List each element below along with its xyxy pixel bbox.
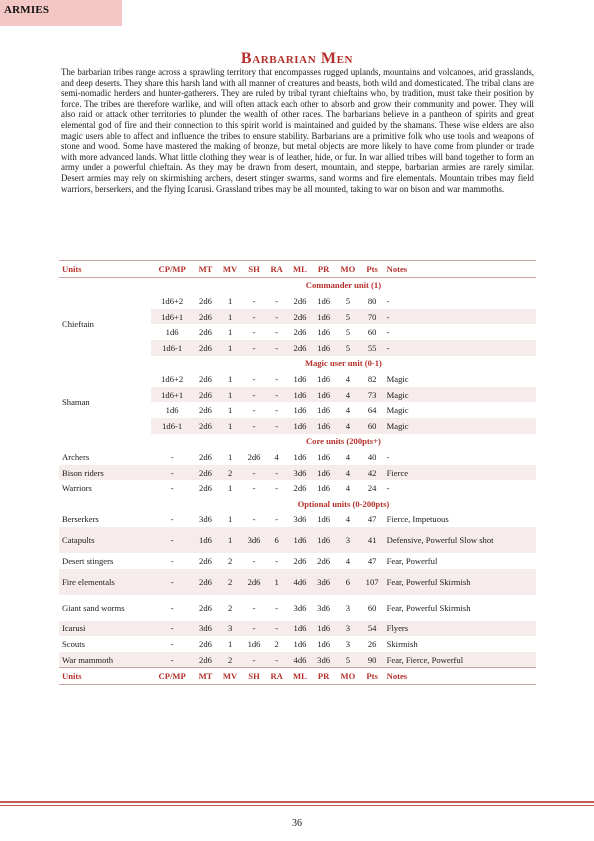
footer-rule [0,801,594,803]
notes-cell: - [384,309,536,325]
stat-cell: 1 [266,569,288,595]
notes-cell: Fierce, Impetuous [386,514,449,525]
table-row [59,371,536,387]
notes-cell: Defensive, Powerful Slow shot [384,527,536,553]
table-row [59,652,536,668]
stat-cell: - [151,465,193,481]
stat-cell: - [170,555,174,566]
stat-cell: 4 [345,451,350,462]
table-row [59,636,536,652]
stat-cell: 1d6 [312,418,335,434]
stat-cell: - [266,340,288,356]
stat-cell: 6 [266,527,288,553]
stat-cell: 2d6 [293,483,307,494]
stat-cell: - [252,483,256,494]
stat-cell: - [151,621,193,637]
stat-cell: - [151,569,193,595]
stat-cell: 1 [218,387,243,403]
section-heading: Core units (200pts+) [305,436,381,447]
notes-cell: Skirmish [386,639,418,650]
stat-cell: 1 [218,309,243,325]
section-heading-row [59,277,536,293]
stat-cell: - [243,465,266,481]
column-header: Units [59,668,151,685]
stat-cell: 1d6 [312,465,335,481]
stat-cell: 90 [361,652,384,668]
stat-cell: - [252,555,256,566]
stat-cell: 5 [335,652,361,668]
stat-cell: 2d6 [288,309,312,325]
stat-cell: 2d6 [193,465,217,481]
stat-cell: 5 [335,340,361,356]
column-header: Pts [361,261,384,278]
stat-cell: 2d6 [199,405,212,416]
stat-cell: 1d6 [288,418,312,434]
stat-cell: 2d6 [199,639,212,650]
unit-name: Archers [62,451,90,462]
stat-cell: 1d6 [312,340,335,356]
column-header: MV [218,668,243,685]
stat-cell: 2d6 [317,555,331,566]
stat-cell: - [275,514,279,525]
stat-cell: 1d6 [288,527,312,553]
stat-cell: 3 [345,639,350,650]
stat-cell: 54 [361,621,384,637]
stat-cell: 4 [335,418,361,434]
stat-cell: 47 [367,555,377,566]
stat-cell: 4 [335,465,361,481]
notes-cell: Magic [384,418,536,434]
stat-cell: 1d6 [312,621,335,637]
stat-cell: 2d6 [293,327,307,338]
stat-cell: - [252,602,256,613]
stat-cell: 3d6 [317,602,331,613]
notes-cell: - [386,327,390,338]
stat-cell: 5 [345,327,350,338]
stat-cell: 41 [361,527,384,553]
stat-cell: 4 [345,483,350,494]
column-header: MO [335,261,361,278]
stat-cell: 1d6+1 [151,309,193,325]
unit-name: Warriors [62,483,92,494]
stat-cell: - [170,639,174,650]
notes-cell: Magic [386,405,409,416]
stat-cell: 1d6+2 [161,295,184,306]
stat-cell: - [252,327,256,338]
column-header: Pts [361,668,384,685]
stat-cell: - [243,340,266,356]
stat-cell: 1d6 [165,327,179,338]
table-header-row [59,668,536,685]
stat-cell: 1d6 [247,639,261,650]
notes-cell: Fear, Powerful Skirmish [386,602,471,613]
stat-cell: 4 [345,555,350,566]
stat-cell: 60 [367,327,377,338]
table-row [59,465,536,481]
unit-name: Giant sand worms [62,602,125,613]
stat-cell: 2d6 [199,451,212,462]
army-list-table [59,260,536,685]
stat-cell: 40 [367,451,377,462]
stat-cell: 2d6 [199,483,212,494]
column-header: RA [266,668,288,685]
stat-cell: 1d6 [317,295,331,306]
stat-cell: - [252,295,256,306]
section-spacer [59,496,151,512]
column-header: Units [59,261,151,278]
table-row [59,527,536,553]
footer-rule-thin [0,805,594,806]
unit-name: Catapults [59,527,151,553]
column-header: Notes [384,668,536,685]
stat-cell: - [243,418,266,434]
stat-cell: 1d6 [165,405,179,416]
stat-cell: 2 [274,639,279,650]
section-label: ARMIES [4,4,50,16]
column-header: MV [218,261,243,278]
stat-cell: - [151,652,193,668]
stat-cell: 4 [345,514,350,525]
section-heading: Optional units (0-200pts) [297,498,390,509]
stat-cell: 4 [345,373,350,384]
stat-cell: 24 [367,483,377,494]
stat-cell: 3d6 [199,514,212,525]
stat-cell: 4 [345,405,350,416]
stat-cell: 4 [274,451,279,462]
table-row [59,512,536,528]
stat-cell: 1d6-1 [151,418,193,434]
stat-cell: 2d6 [199,602,212,613]
column-header: PR [312,668,335,685]
stat-cell: 80 [367,295,377,306]
stat-cell: - [243,621,266,637]
stat-cell: - [266,309,288,325]
stat-cell: 1d6 [293,639,307,650]
section-heading: Commander unit (1) [305,280,382,291]
unit-name: Berserkers [62,514,99,525]
stat-cell: - [170,514,174,525]
column-header: MT [193,668,217,685]
stat-cell: 1 [227,295,233,306]
stat-cell: 3d6 [243,527,266,553]
stat-cell: 1d6 [317,327,331,338]
table-row [59,553,536,569]
stat-cell: 3 [335,527,361,553]
stat-cell: 60 [367,602,377,613]
section-heading-row [59,434,536,450]
stat-cell: - [252,373,256,384]
table-header-row [59,261,536,278]
unit-name: Shaman [62,397,90,408]
notes-cell: - [386,295,390,306]
stat-cell: 3 [345,602,350,613]
stat-cell: 3d6 [312,652,335,668]
notes-cell: Magic [386,373,409,384]
table-row [59,621,536,637]
unit-name: Chieftain [62,319,94,330]
stat-cell: - [243,652,266,668]
notes-cell: - [386,451,390,462]
stat-cell: - [266,418,288,434]
stat-cell: 2d6 [199,327,212,338]
column-header: SH [243,261,266,278]
table-row [59,569,536,595]
notes-cell: Fear, Powerful Skirmish [384,569,536,595]
stat-cell: 3d6 [293,514,307,525]
column-header: PR [312,261,335,278]
column-header: MO [335,668,361,685]
stat-cell: 2d6 [247,451,261,462]
stat-cell: 2d6 [199,555,212,566]
table-row [59,480,536,496]
stat-cell: 70 [361,309,384,325]
column-header: Notes [384,261,536,278]
stat-cell: 4d6 [288,569,312,595]
section-heading: Magic user unit (0-1) [304,358,382,369]
stat-cell: 4 [335,387,361,403]
stat-cell: 2d6 [243,569,266,595]
stat-cell: 4d6 [288,652,312,668]
stat-cell: 2d6 [193,652,217,668]
stat-cell: 2d6 [288,340,312,356]
stat-cell: 1d6 [312,527,335,553]
section-heading-row [59,356,536,372]
stat-cell: - [252,514,256,525]
section-header-tab [0,0,122,26]
stat-cell: 2 [218,465,243,481]
stat-cell: 2d6 [193,418,217,434]
stat-cell: 55 [361,340,384,356]
stat-cell: - [266,387,288,403]
stat-cell: - [275,373,279,384]
unit-name: War mammoth [59,652,151,668]
stat-cell: 2 [227,602,233,613]
intro-paragraph: The barbarian tribes range across a sprawling territory that encompasses rugged uplands, mountains and volcanoes, arid grasslands, and deep deserts. They share this harsh land with all manner of creatures and beasts, both wild and domesticated. The tribal clans are semi-nomadic herders and hunter-gatherers. They are ruled by tribal tyrant chieftains who, by tradition, must take their position by force. The tribes are therefore warlike, and will often attack each other to absorb and grow their community and power. They will also raid or attack other territories to plunder the wealth of other races. The barbarians believe in a pantheon of spirits and great elemental god of fire and their connection to this spirit world is maintained and guided by the shamans. These wise elders are also magic users able to affect and influence the tribes to ensure stability. Barbarians are a primitive folk who use tools and weapons of stone and wood. Some have mastered the making of bronze, but metal objects are more likely to have come from plunder or trade with more advanced lands. What little clothing they wear is of leather, hide, or fur. In war allied tribes will band together to form an army under a powerful chieftain. As they may be drawn from desert, mountain, and steppe, barbarian armies are rarely similar. Desert armies may rely on skirmishing archers, desert stinger swarms, sand worms and fire elementals. Mountain tribes may field warriors, berserkers, and the flying Icarusi. Grassland tribes may be all mounted, taking to war on bison and war mammoths. [61,67,534,194]
stat-cell: 1d6+2 [161,373,184,384]
stat-cell: 82 [367,373,377,384]
stat-cell: 1d6 [193,527,217,553]
stat-cell: - [266,621,288,637]
unit-name: Icarusi [59,621,151,637]
stat-cell: 1 [227,373,233,384]
stat-cell: 3 [335,621,361,637]
stat-cell: - [252,405,256,416]
stat-cell: 1d6 [317,514,331,525]
column-header: CP/MP [151,668,193,685]
stat-cell: 3d6 [312,569,335,595]
column-header: RA [266,261,288,278]
stat-cell: 3 [218,621,243,637]
stat-cell: 1d6 [293,373,307,384]
stat-cell: 60 [361,418,384,434]
section-spacer [59,434,151,450]
stat-cell: - [275,327,279,338]
stat-cell: 73 [361,387,384,403]
stat-cell: 2d6 [293,555,307,566]
stat-cell: - [275,602,279,613]
page-title: Barbarian Men [240,50,354,67]
stat-cell: 107 [361,569,384,595]
page-number: 36 [292,818,302,829]
stat-cell: - [275,295,279,306]
stat-cell: 3d6 [193,621,217,637]
stat-cell: - [275,405,279,416]
notes-cell: Magic [384,387,536,403]
notes-cell: Fear, Powerful [386,555,438,566]
column-header: SH [243,668,266,685]
stat-cell: 1d6 [293,405,307,416]
notes-cell: Flyers [384,621,536,637]
stat-cell: 2 [227,555,233,566]
table-row [59,595,536,621]
stat-cell: 1 [218,527,243,553]
stat-cell: 1d6 [317,639,331,650]
stat-cell: 3d6 [288,465,312,481]
unit-name: Scouts [62,639,85,650]
stat-cell: 1 [227,514,233,525]
unit-name: Fire elementals [59,569,151,595]
stat-cell: 1 [227,483,233,494]
stat-cell: 2d6 [193,309,217,325]
stat-cell: 26 [367,639,377,650]
table-row [59,293,536,309]
stat-cell: 1 [227,327,233,338]
stat-cell: 1 [227,451,233,462]
section-heading-row [59,496,536,512]
stat-cell: 2 [218,569,243,595]
stat-cell: 1d6 [312,387,335,403]
stat-cell: 2d6 [193,569,217,595]
stat-cell: 1 [227,405,233,416]
stat-cell: 2d6 [193,340,217,356]
stat-cell: - [266,465,288,481]
column-header: CP/MP [151,261,193,278]
column-header: MT [193,261,217,278]
notes-cell: - [384,340,536,356]
stat-cell: 1d6+1 [151,387,193,403]
column-header: ML [288,261,312,278]
section-spacer [59,356,151,372]
stat-cell: 1 [218,340,243,356]
unit-name: Desert stingers [62,555,114,566]
stat-cell: - [243,309,266,325]
stat-cell: 2d6 [293,295,307,306]
stat-cell: - [275,555,279,566]
stat-cell: 42 [361,465,384,481]
stat-cell: 2d6 [193,387,217,403]
stat-cell: 1d6-1 [151,340,193,356]
notes-cell: Fierce [384,465,536,481]
notes-cell: Fear, Fierce, Powerful [384,652,536,668]
column-header: ML [288,668,312,685]
stat-cell: - [243,387,266,403]
stat-cell: 1d6 [288,621,312,637]
stat-cell: - [170,483,174,494]
stat-cell: 5 [335,309,361,325]
stat-cell: 1d6 [293,451,307,462]
section-spacer [59,277,151,293]
stat-cell: 1d6 [317,373,331,384]
stat-cell: 47 [367,514,377,525]
stat-cell: 1d6 [288,387,312,403]
stat-cell: 1d6 [312,309,335,325]
stat-cell: 2 [218,652,243,668]
stat-cell: 2d6 [199,295,212,306]
stat-cell: 64 [367,405,377,416]
stat-cell: 1d6 [317,483,331,494]
stat-cell: - [266,652,288,668]
stat-cell: 1 [227,639,233,650]
stat-cell: 1d6 [317,451,331,462]
stat-cell: - [275,483,279,494]
stat-cell: 2d6 [199,373,212,384]
notes-cell: - [386,483,390,494]
unit-name: Bison riders [59,465,151,481]
stat-cell: - [170,602,174,613]
stat-cell: 3d6 [293,602,307,613]
stat-cell: 1 [218,418,243,434]
stat-cell: 6 [335,569,361,595]
stat-cell: 1d6 [317,405,331,416]
stat-cell: - [170,451,174,462]
stat-cell: - [151,527,193,553]
stat-cell: 5 [345,295,350,306]
table-row [59,449,536,465]
